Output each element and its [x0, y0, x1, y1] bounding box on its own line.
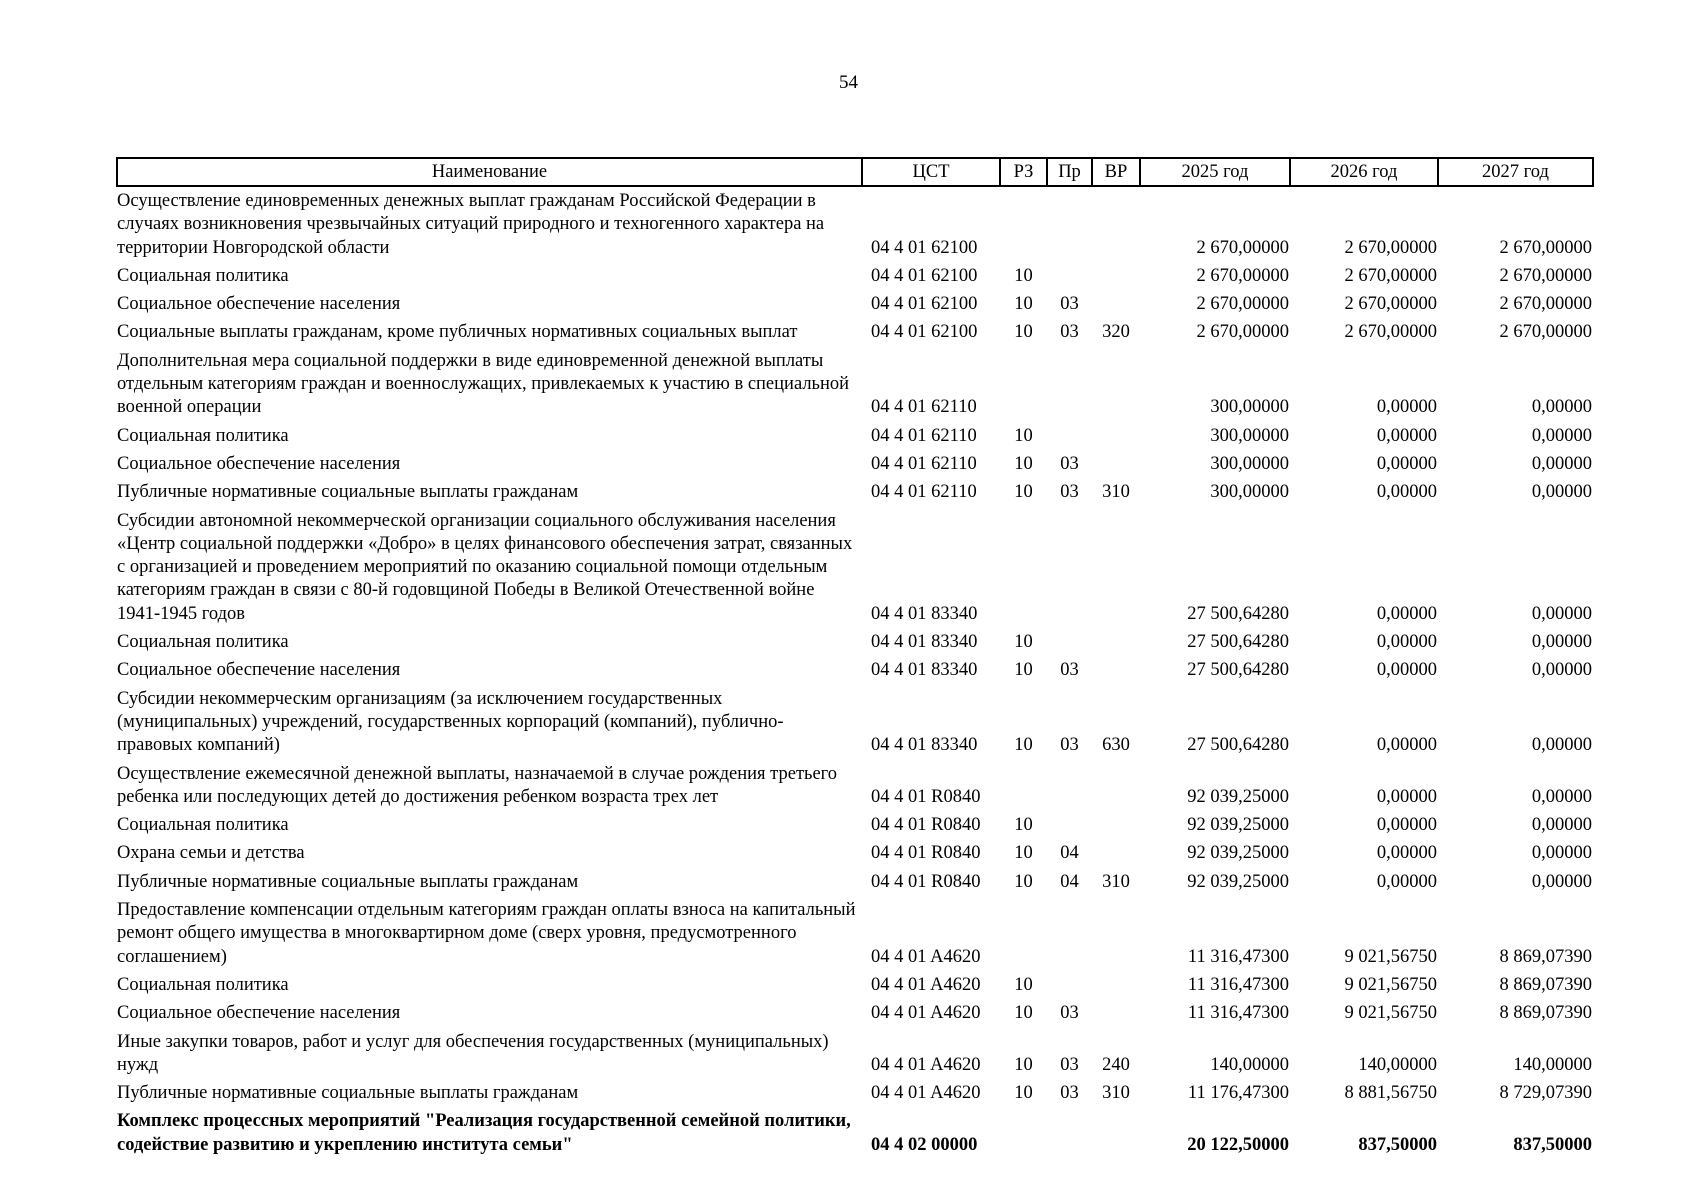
cell-vr — [1092, 971, 1140, 999]
header-name: Наименование — [117, 158, 862, 186]
cell-cst: 04 4 01 A4620 — [871, 946, 981, 967]
cell-vr — [1092, 656, 1140, 684]
cell-2027: 2 670,00000 — [1499, 322, 1592, 343]
cell-rz: 10 — [1014, 1054, 1033, 1075]
cell-pr: 03 — [1060, 1083, 1079, 1104]
cell-pr — [1047, 507, 1092, 628]
cell-2025: 11 316,47300 — [1187, 974, 1289, 995]
cell-rz: 10 — [1014, 735, 1033, 756]
cell-pr: 03 — [1060, 735, 1079, 756]
cell-cst: 04 4 01 62100 — [871, 265, 978, 286]
cell-name: Субсидии некоммерческим организациям (за исключением государственных (муниципальных) учреждений, государственных корпораций (компаний), публично-правовых компаний) — [117, 688, 784, 756]
cell-2027: 0,00000 — [1531, 815, 1592, 836]
cell-2026: 140,00000 — [1358, 1054, 1437, 1075]
table-row — [117, 971, 1593, 999]
table-row — [117, 839, 1593, 867]
cell-rz: 10 — [1014, 632, 1033, 653]
table-row — [117, 318, 1593, 346]
table-row — [117, 262, 1593, 290]
cell-2025: 27 500,64280 — [1187, 603, 1289, 624]
page-number: 54 — [839, 72, 858, 93]
cell-name: Социальное обеспечение населения — [117, 660, 401, 681]
cell-pr — [1047, 760, 1092, 812]
cell-name: Публичные нормативные социальные выплаты гражданам — [117, 871, 579, 892]
cell-cst: 04 4 01 A4620 — [871, 974, 981, 995]
cell-pr: 03 — [1060, 1003, 1079, 1024]
cell-2027: 8 729,07390 — [1499, 1083, 1592, 1104]
cell-2027: 0,00000 — [1531, 660, 1592, 681]
cell-vr — [1092, 290, 1140, 318]
cell-vr: 630 — [1102, 735, 1130, 756]
cell-2025: 27 500,64280 — [1187, 632, 1289, 653]
header-row — [117, 158, 1593, 186]
cell-rz — [1000, 760, 1047, 812]
table-row — [117, 811, 1593, 839]
cell-2026: 0,00000 — [1376, 786, 1437, 807]
cell-name: Социальная политика — [117, 974, 289, 995]
cell-2026: 0,00000 — [1376, 815, 1437, 836]
cell-cst: 04 4 01 83340 — [871, 603, 978, 624]
cell-2026: 0,00000 — [1376, 425, 1437, 446]
cell-rz: 10 — [1014, 871, 1033, 892]
cell-pr — [1047, 186, 1092, 262]
cell-2025: 92 039,25000 — [1187, 786, 1289, 807]
cell-vr — [1092, 1107, 1140, 1159]
cell-2027: 0,00000 — [1531, 871, 1592, 892]
cell-2027: 0,00000 — [1531, 453, 1592, 474]
cell-cst: 04 4 01 83340 — [871, 660, 978, 681]
cell-2026: 0,00000 — [1376, 735, 1437, 756]
cell-vr — [1092, 450, 1140, 478]
table-row — [117, 507, 1593, 628]
cell-name: Социальная политика — [117, 425, 289, 446]
cell-pr: 03 — [1060, 294, 1079, 315]
cell-2027: 2 670,00000 — [1499, 294, 1592, 315]
cell-pr — [1047, 811, 1092, 839]
cell-2027: 8 869,07390 — [1499, 946, 1592, 967]
cell-vr — [1092, 628, 1140, 656]
cell-2026: 2 670,00000 — [1344, 237, 1437, 258]
cell-rz — [1000, 347, 1047, 422]
cell-2025: 11 176,47300 — [1187, 1083, 1289, 1104]
cell-rz: 10 — [1014, 974, 1033, 995]
cell-rz — [1000, 186, 1047, 262]
cell-2027: 0,00000 — [1531, 603, 1592, 624]
cell-2025: 300,00000 — [1210, 425, 1289, 446]
table-body — [117, 186, 1593, 1159]
cell-vr — [1092, 186, 1140, 262]
cell-2027: 8 869,07390 — [1499, 1003, 1592, 1024]
cell-cst: 04 4 01 83340 — [871, 735, 978, 756]
cell-cst: 04 4 01 A4620 — [871, 1054, 981, 1075]
header-cst: ЦСТ — [862, 158, 1000, 186]
cell-2026: 0,00000 — [1376, 871, 1437, 892]
cell-name: Осуществление единовременных денежных выплат гражданам Российской Федерации в случаях возникновения чрезвычайных ситуаций природного и техногенного характера на территории Новгородской области — [117, 191, 825, 258]
cell-2027: 0,00000 — [1531, 482, 1592, 503]
cell-vr: 310 — [1102, 1083, 1130, 1104]
cell-2026: 9 021,56750 — [1344, 1003, 1437, 1024]
cell-pr: 03 — [1060, 453, 1079, 474]
table-row — [117, 1079, 1593, 1107]
table-row — [117, 422, 1593, 450]
table-row — [117, 478, 1593, 506]
cell-2026: 0,00000 — [1376, 660, 1437, 681]
cell-pr: 04 — [1060, 871, 1079, 892]
cell-name: Субсидии автономной некоммерческой организации социального обслуживания населения «Центр социальной поддержки «Добро» в целях финансового обеспечения затрат, связанных с организацией и проведением мероприятий по оказанию социальной помощи отдельным категориям граждан в связи с 80-й годовщиной Победы в Великой Отечественной войне 1941-1945 годов — [117, 510, 853, 624]
budget-table-container — [116, 157, 1592, 1159]
cell-rz: 10 — [1014, 843, 1033, 864]
cell-pr — [1047, 422, 1092, 450]
cell-cst: 04 4 01 62110 — [871, 482, 977, 503]
cell-2025: 300,00000 — [1210, 482, 1289, 503]
cell-2027: 0,00000 — [1531, 786, 1592, 807]
cell-name: Комплекс процессных мероприятий "Реализация государственной семейной политики, содействие развитию и укреплению института семьи" — [117, 1111, 851, 1155]
cell-name: Дополнительная мера социальной поддержки в виде единовременной денежной выплаты отдельным категориям граждан и военнослужащих, привлекаемых к участию в специальной военной операции — [117, 350, 850, 418]
cell-2025: 11 316,47300 — [1187, 1003, 1289, 1024]
cell-rz — [1000, 896, 1047, 971]
header-2026: 2026 год — [1290, 158, 1438, 186]
cell-2025: 20 122,50000 — [1187, 1134, 1289, 1155]
cell-2027: 0,00000 — [1531, 843, 1592, 864]
cell-2026: 0,00000 — [1376, 482, 1437, 503]
cell-2027: 2 670,00000 — [1499, 265, 1592, 286]
cell-2025: 2 670,00000 — [1196, 237, 1289, 258]
cell-rz — [1000, 1107, 1047, 1159]
table-row — [117, 1028, 1593, 1080]
header-vr: ВР — [1092, 158, 1140, 186]
cell-2025: 11 316,47300 — [1187, 946, 1289, 967]
cell-rz: 10 — [1014, 660, 1033, 681]
cell-2025: 300,00000 — [1210, 453, 1289, 474]
cell-rz: 10 — [1014, 425, 1033, 446]
cell-cst: 04 4 01 83340 — [871, 632, 978, 653]
cell-vr: 310 — [1102, 871, 1130, 892]
cell-rz: 10 — [1014, 453, 1033, 474]
cell-cst: 04 4 02 00000 — [871, 1134, 978, 1155]
cell-vr: 320 — [1102, 322, 1130, 343]
cell-2026: 0,00000 — [1376, 397, 1437, 418]
cell-2025: 92 039,25000 — [1187, 843, 1289, 864]
cell-pr: 03 — [1060, 660, 1079, 681]
cell-2025: 92 039,25000 — [1187, 871, 1289, 892]
cell-name: Социальная политика — [117, 265, 289, 286]
cell-pr: 03 — [1060, 482, 1079, 503]
table-row — [117, 1107, 1593, 1159]
cell-vr — [1092, 262, 1140, 290]
cell-cst: 04 4 01 62100 — [871, 322, 978, 343]
table-row — [117, 868, 1593, 896]
cell-name: Предоставление компенсации отдельным категориям граждан оплаты взноса на капитальный ремонт общего имущества в многоквартирном доме (сверх уровня, предусмотренного соглашением) — [117, 900, 856, 967]
cell-2025: 300,00000 — [1210, 397, 1289, 418]
header-2027: 2027 год — [1438, 158, 1593, 186]
cell-cst: 04 4 01 62110 — [871, 453, 977, 474]
cell-rz: 10 — [1014, 1003, 1033, 1024]
cell-pr — [1047, 1107, 1092, 1159]
cell-2025: 140,00000 — [1210, 1054, 1289, 1075]
cell-name: Социальная политика — [117, 815, 289, 836]
table-row — [117, 628, 1593, 656]
cell-cst: 04 4 01 A4620 — [871, 1003, 981, 1024]
cell-2026: 0,00000 — [1376, 603, 1437, 624]
table-row — [117, 656, 1593, 684]
cell-name: Осуществление ежемесячной денежной выплаты, назначаемой в случае рождения третьего ребенка или последующих детей до достижения ребенком возраста трех лет — [117, 763, 838, 807]
cell-2026: 837,50000 — [1358, 1134, 1437, 1155]
cell-name: Охрана семьи и детства — [117, 843, 305, 864]
cell-vr — [1092, 811, 1140, 839]
cell-2026: 0,00000 — [1376, 843, 1437, 864]
table-row — [117, 999, 1593, 1027]
cell-vr: 240 — [1102, 1054, 1130, 1075]
cell-cst: 04 4 01 R0840 — [871, 815, 981, 836]
table-header — [117, 158, 1593, 186]
cell-2026: 0,00000 — [1376, 632, 1437, 653]
cell-rz: 10 — [1014, 322, 1033, 343]
cell-name: Социальная политика — [117, 632, 289, 653]
header-rz: РЗ — [1000, 158, 1047, 186]
cell-2027: 0,00000 — [1531, 397, 1592, 418]
cell-pr — [1047, 262, 1092, 290]
cell-2027: 2 670,00000 — [1499, 237, 1592, 258]
cell-name: Публичные нормативные социальные выплаты гражданам — [117, 1083, 579, 1104]
cell-name: Социальные выплаты гражданам, кроме публичных нормативных социальных выплат — [117, 322, 798, 343]
cell-cst: 04 4 01 62110 — [871, 397, 977, 418]
header-pr: Пр — [1047, 158, 1092, 186]
cell-cst: 04 4 01 62100 — [871, 237, 978, 258]
cell-name: Социальное обеспечение населения — [117, 453, 401, 474]
cell-2026: 9 021,56750 — [1344, 974, 1437, 995]
cell-2026: 2 670,00000 — [1344, 294, 1437, 315]
cell-rz — [1000, 507, 1047, 628]
table-row — [117, 685, 1593, 760]
cell-cst: 04 4 01 R0840 — [871, 786, 981, 807]
cell-2025: 92 039,25000 — [1187, 815, 1289, 836]
cell-cst: 04 4 01 62110 — [871, 425, 977, 446]
cell-2026: 0,00000 — [1376, 453, 1437, 474]
cell-2026: 2 670,00000 — [1344, 265, 1437, 286]
budget-table — [116, 157, 1594, 1159]
cell-cst: 04 4 01 62100 — [871, 294, 978, 315]
cell-cst: 04 4 01 R0840 — [871, 843, 981, 864]
cell-name: Социальное обеспечение населения — [117, 1003, 401, 1024]
cell-pr — [1047, 971, 1092, 999]
cell-rz: 10 — [1014, 1083, 1033, 1104]
cell-2027: 0,00000 — [1531, 632, 1592, 653]
cell-2027: 8 869,07390 — [1499, 974, 1592, 995]
table-row — [117, 347, 1593, 422]
cell-cst: 04 4 01 R0840 — [871, 871, 981, 892]
cell-vr — [1092, 999, 1140, 1027]
cell-pr — [1047, 628, 1092, 656]
cell-name: Социальное обеспечение населения — [117, 294, 401, 315]
cell-rz: 10 — [1014, 265, 1033, 286]
table-row — [117, 450, 1593, 478]
table-row — [117, 186, 1593, 262]
cell-2025: 2 670,00000 — [1196, 265, 1289, 286]
cell-2026: 2 670,00000 — [1344, 322, 1437, 343]
cell-2025: 2 670,00000 — [1196, 294, 1289, 315]
table-row — [117, 290, 1593, 318]
cell-2027: 0,00000 — [1531, 735, 1592, 756]
cell-vr — [1092, 896, 1140, 971]
cell-rz: 10 — [1014, 294, 1033, 315]
cell-name: Иные закупки товаров, работ и услуг для обеспечения государственных (муниципальных) нужд — [117, 1031, 829, 1075]
cell-pr — [1047, 347, 1092, 422]
cell-2026: 8 881,56750 — [1344, 1083, 1437, 1104]
cell-pr: 04 — [1060, 843, 1079, 864]
cell-cst: 04 4 01 A4620 — [871, 1083, 981, 1104]
cell-vr — [1092, 839, 1140, 867]
cell-2027: 0,00000 — [1531, 425, 1592, 446]
cell-pr: 03 — [1060, 1054, 1079, 1075]
cell-name: Публичные нормативные социальные выплаты гражданам — [117, 482, 579, 503]
cell-rz: 10 — [1014, 482, 1033, 503]
cell-vr — [1092, 422, 1140, 450]
cell-2027: 837,50000 — [1513, 1134, 1592, 1155]
cell-2025: 27 500,64280 — [1187, 735, 1289, 756]
cell-pr: 03 — [1060, 322, 1079, 343]
cell-vr — [1092, 347, 1140, 422]
table-row — [117, 896, 1593, 971]
cell-pr — [1047, 896, 1092, 971]
table-row — [117, 760, 1593, 812]
cell-vr — [1092, 507, 1140, 628]
cell-vr — [1092, 760, 1140, 812]
cell-2027: 140,00000 — [1513, 1054, 1592, 1075]
cell-rz: 10 — [1014, 815, 1033, 836]
cell-2026: 9 021,56750 — [1344, 946, 1437, 967]
cell-2025: 2 670,00000 — [1196, 322, 1289, 343]
cell-2025: 27 500,64280 — [1187, 660, 1289, 681]
header-2025: 2025 год — [1140, 158, 1290, 186]
cell-vr: 310 — [1102, 482, 1130, 503]
